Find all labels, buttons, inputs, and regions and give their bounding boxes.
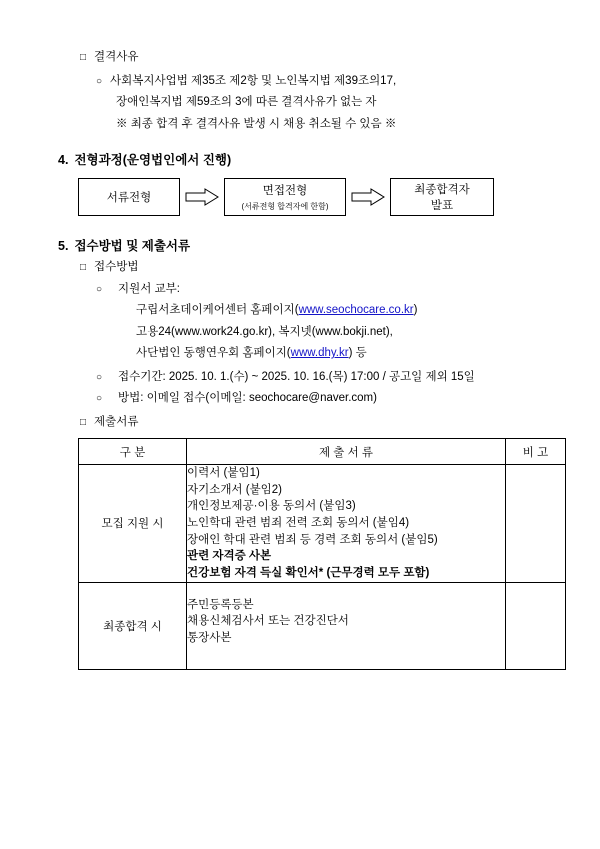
table-cell-category-1: 모집 지원 시 bbox=[79, 465, 187, 583]
document-item: 채용신체검사서 또는 건강진단서 bbox=[187, 615, 349, 628]
document-item: 자기소개서 (붙임2) bbox=[187, 483, 283, 496]
apply-form-row bbox=[58, 284, 542, 296]
flow-step-2-sublabel: (서류전형 합격자에 한함) bbox=[241, 202, 329, 211]
apply-link-3-suffix: ) 등 bbox=[348, 347, 367, 359]
process-flow-diagram bbox=[78, 178, 542, 216]
section4-heading bbox=[58, 150, 542, 168]
section5-heading bbox=[58, 236, 542, 254]
apply-form-label: 지원서 교부: bbox=[118, 282, 180, 295]
section5-title: 접수방법 및 제출서류 bbox=[74, 239, 191, 253]
circle-bullet-icon: ○ bbox=[96, 393, 103, 404]
circle-bullet-icon: ○ bbox=[96, 283, 103, 295]
table-row bbox=[79, 465, 566, 583]
table-cell-note-2 bbox=[506, 582, 566, 669]
document-item: 주민등록등본 bbox=[187, 598, 254, 611]
section5-number: 5. bbox=[58, 239, 69, 253]
table-header-note: 비 고 bbox=[506, 439, 566, 465]
table-cell-note-1 bbox=[506, 465, 566, 583]
table-cell-documents-2 bbox=[187, 582, 506, 669]
apply-submission-method-text: 방법: 이메일 접수(이메일: seochocare@naver.com) bbox=[118, 392, 377, 404]
apply-submission-method-row bbox=[58, 393, 542, 405]
apply-link-row-3 bbox=[136, 348, 542, 360]
document-item: 개인정보제공·이용 동의서 (붙임3) bbox=[187, 500, 356, 513]
flow-step-document-screening bbox=[78, 178, 180, 216]
documents-table bbox=[78, 438, 566, 670]
apply-method-heading-row bbox=[58, 262, 542, 274]
flow-step-final-result bbox=[390, 178, 494, 216]
table-header-category: 구 분 bbox=[79, 439, 187, 465]
apply-period-row bbox=[58, 372, 542, 384]
table-header-documents: 제 출 서 류 bbox=[187, 439, 506, 465]
apply-link-2-text: 고용24(www.work24.go.kr), 복지넷(www.bokji.net), bbox=[136, 325, 393, 338]
flow-step-2-label: 면접전형 bbox=[262, 185, 308, 197]
qualification-item-row-2 bbox=[58, 97, 542, 109]
flow-step-3-label2: 발표 bbox=[430, 200, 454, 212]
arrow-right-icon-2 bbox=[346, 188, 390, 206]
arrow-right-icon-1 bbox=[180, 188, 224, 206]
flow-step-3-label: 최종합격자 bbox=[414, 184, 470, 196]
document-item: 관련 자격증 사본 bbox=[187, 550, 272, 563]
section4-number: 4. bbox=[58, 153, 69, 167]
qualification-item-row-3 bbox=[58, 119, 542, 131]
square-bullet-icon: □ bbox=[80, 262, 87, 273]
qualification-heading: 결격사유 bbox=[94, 51, 139, 63]
qualification-item-2: 장애인복지법 제59조의 3에 따른 결격사유가 없는 자 bbox=[116, 96, 377, 108]
qualification-item-1: 사회복지사업법 제35조 제2항 및 노인복지법 제39조의17, bbox=[110, 74, 397, 87]
dhy-homepage-link[interactable]: www.dhy.kr bbox=[290, 347, 349, 359]
circle-bullet-icon: ○ bbox=[96, 371, 103, 383]
document-item: 통장사본 bbox=[187, 632, 232, 645]
apply-link-1-suffix: ) bbox=[413, 304, 418, 316]
qualification-item-row-1 bbox=[58, 76, 542, 88]
seochocare-homepage-link[interactable]: www.seochocare.co.kr bbox=[298, 304, 414, 316]
circle-bullet-icon: ○ bbox=[96, 75, 103, 87]
qualification-item-3: ※ 최종 합격 후 결격사유 발생 시 채용 취소될 수 있음 ※ bbox=[116, 117, 397, 130]
apply-link-row-2 bbox=[136, 327, 542, 339]
document-item: 건강보험 자격 득실 확인서* (근무경력 모두 포함) bbox=[187, 567, 430, 580]
document-item: 이력서 (붙임1) bbox=[187, 467, 260, 479]
square-bullet-icon: □ bbox=[80, 416, 87, 428]
qualification-heading-row bbox=[58, 52, 542, 64]
apply-link-3-prefix: 사단법인 동행연우회 홈페이지( bbox=[136, 347, 291, 359]
apply-period-text: 접수기간: 2025. 10. 1.(수) ~ 2025. 10. 16.(목) 17:00 / 공고일 제외 15일 bbox=[118, 370, 475, 383]
table-header-row bbox=[79, 439, 566, 465]
apply-method-heading: 접수방법 bbox=[94, 261, 139, 273]
section4-title: 전형과정(운영법인에서 진행) bbox=[74, 153, 232, 167]
document-item: 장애인 학대 관련 범죄 등 경력 조회 동의서 (붙임5) bbox=[187, 533, 438, 546]
flow-step-1-label: 서류전형 bbox=[106, 192, 152, 204]
document-item: 노인학대 관련 범죄 전력 조회 동의서 (붙임4) bbox=[187, 517, 410, 530]
apply-link-1-prefix: 구립서초데이케어센터 홈페이지( bbox=[136, 304, 299, 316]
table-row bbox=[79, 582, 566, 669]
table-cell-documents-1 bbox=[187, 465, 506, 583]
square-bullet-icon: □ bbox=[80, 52, 87, 63]
documents-heading-row bbox=[58, 417, 542, 429]
apply-link-row-1 bbox=[136, 305, 542, 317]
flow-step-interview bbox=[224, 178, 346, 216]
documents-heading: 제출서류 bbox=[94, 415, 139, 428]
table-cell-category-2: 최종합격 시 bbox=[79, 582, 187, 669]
